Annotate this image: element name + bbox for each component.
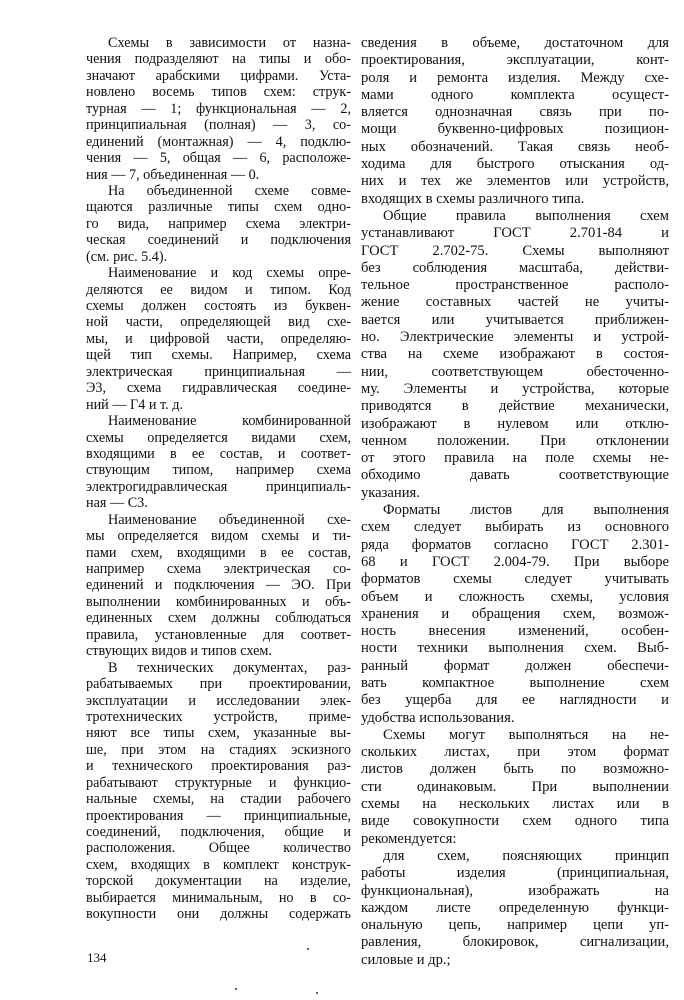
text-line: сведения в объеме, достаточном для xyxy=(361,35,669,51)
text-line: вается или учитывается приближен- xyxy=(361,311,669,328)
text-line: ходима для быстрого отыскания од- xyxy=(361,156,669,173)
paragraph xyxy=(361,727,669,848)
paragraph xyxy=(86,660,351,923)
text-line: входящими в ее состав, и соответ- xyxy=(86,445,351,462)
paragraph xyxy=(361,848,669,969)
text-line: форматов схемы следует учитывать xyxy=(361,571,669,588)
text-line: приводятся в действие механически, xyxy=(361,398,669,415)
text-line: Наименование комбинированной xyxy=(108,413,351,430)
text-line: ствующих видов и типов схем. xyxy=(86,643,272,660)
text-line: схем, входящих в комплект конструк- xyxy=(86,856,351,873)
text-line: схемы определяется видами схем, xyxy=(86,429,351,446)
paragraph xyxy=(86,512,351,660)
text-line: равления, блокировок, сигнализации, xyxy=(361,934,669,951)
text-line: жение составных частей не учиты- xyxy=(361,294,669,311)
text-line: проектирования — принципиальные, xyxy=(86,807,351,824)
text-line: торской документации на изделие, xyxy=(86,873,351,890)
text-line: рабатываемых при проектировании, xyxy=(86,676,351,693)
text-line: пами схем, входящими в ее состав, xyxy=(86,544,351,561)
paragraph xyxy=(86,413,351,512)
text-line: скольких листах, при этом формат xyxy=(361,744,669,761)
text-line: от этого правила на поле схемы не- xyxy=(361,450,669,467)
text-line: ональную цепь, например цепи уп- xyxy=(361,917,669,934)
text-line: вляется однозначная связь при по- xyxy=(361,104,669,121)
text-line: например схема электрическая со- xyxy=(86,561,351,577)
paragraph xyxy=(86,265,351,413)
text-line: Э3, схема гидравлическая соедине- xyxy=(86,380,351,397)
text-line: ная — С3. xyxy=(86,495,148,512)
text-line: рекомендуется: xyxy=(361,830,457,847)
text-line: и технического проектирования раз- xyxy=(86,758,351,775)
paragraph xyxy=(361,502,669,727)
text-line: роля и ремонта изделия. Между схе- xyxy=(361,69,669,86)
text-line: ний — Г4 и т. д. xyxy=(86,396,184,413)
text-line: ческая соединений и подключения xyxy=(86,232,351,249)
text-line: тельное пространственное располо- xyxy=(361,277,669,294)
paragraph xyxy=(86,183,351,265)
scan-speck xyxy=(307,948,309,950)
text-line: Наименование и код схемы опре- xyxy=(108,265,351,282)
paragraph xyxy=(361,35,669,208)
text-line: вокупности они должны содержать xyxy=(86,906,351,923)
text-line: сти одинаковым. При выполнении xyxy=(361,778,669,795)
text-line: вать компактное выполнение схем xyxy=(361,674,669,691)
text-line: входящих в схемы различного типа. xyxy=(361,190,585,207)
text-line: новлено восемь типов схем: струк- xyxy=(86,84,351,101)
text-line: рабатывают структурные и функцио- xyxy=(86,774,351,791)
text-line: му. Элементы и устройства, которые xyxy=(361,380,669,397)
text-line: ности техники выполнения схем. Выб- xyxy=(361,640,669,657)
text-line: них и тех же элементов или устройств, xyxy=(361,173,669,190)
text-line: мами одного комплекта осущест- xyxy=(361,86,669,103)
text-line: правила, установленные для соответ- xyxy=(86,626,351,643)
text-line: но. Электрические элементы и устрой- xyxy=(361,329,669,346)
page-number: 134 xyxy=(87,950,107,965)
scan-speck xyxy=(235,988,237,990)
text-line: тротехнических устройств, приме- xyxy=(86,708,351,725)
text-line: выполнении комбинированных и объ- xyxy=(86,593,351,610)
text-line: выбирается минимальным, но в со- xyxy=(86,889,351,906)
text-line: деляются ее видом и типом. Код xyxy=(86,281,351,298)
text-line: чения подразделяют на типы и обо- xyxy=(86,51,351,68)
text-line: эксплуатации и исследовании элек- xyxy=(86,692,351,709)
paragraph xyxy=(86,35,351,183)
text-line: нии, соответствующем обесточенно- xyxy=(361,363,669,380)
right-text-column xyxy=(361,35,669,969)
text-line: няют все типы схем, указанные вы- xyxy=(86,725,351,742)
text-line: объем и сложность схемы, условия xyxy=(361,588,669,605)
text-line: мы определяется видом схемы и ти- xyxy=(86,528,351,545)
text-line: В технических документах, раз- xyxy=(108,659,351,676)
text-line: расположения. Общее количество xyxy=(86,840,351,857)
text-line: ствующим типом, например схема xyxy=(86,462,351,479)
text-line: принципиальная (полная) — 3, со- xyxy=(86,117,351,134)
text-line: единений и подключения — ЭО. При xyxy=(86,577,351,594)
text-line: ГОСТ 2.702-75. Схемы выполняют xyxy=(361,242,669,259)
text-line: каждом листе определенную функци- xyxy=(361,899,669,916)
text-line: без ущерба для ее наглядности и xyxy=(361,692,669,709)
text-line: указания. xyxy=(361,484,420,501)
text-line: ряда форматов согласно ГОСТ 2.301- xyxy=(361,536,669,553)
text-line: листов должен быть по возможно- xyxy=(361,761,669,778)
text-line: турная — 1; функциональная — 2, xyxy=(86,100,351,117)
text-line: для схем, поясняющих принцип xyxy=(383,847,669,864)
text-line: ной части, определяющей вид схе- xyxy=(86,314,351,331)
text-line: нальные схемы, на стадии рабочего xyxy=(86,791,351,808)
paragraph xyxy=(361,208,669,502)
text-line: виде совокупности схем одного типа xyxy=(361,813,669,830)
text-line: соединений, подключения, общие и xyxy=(86,824,351,840)
text-line: электрогидравлическая принципиаль- xyxy=(86,478,351,495)
text-line: Схемы могут выполняться на не- xyxy=(383,726,669,743)
text-line: ных обозначений. Такая связь необ- xyxy=(361,138,669,155)
text-line: мощи буквенно-цифровых позицион- xyxy=(361,121,669,138)
text-line: Форматы листов для выполнения xyxy=(383,502,669,519)
text-line: устанавливают ГОСТ 2.701-84 и xyxy=(361,225,669,242)
text-line: схемы должен состоять из буквен- xyxy=(86,298,351,314)
text-line: электрическая принципиальная — xyxy=(86,363,351,380)
text-line: обходимо давать соответствующие xyxy=(361,467,669,484)
text-line: работы изделия (принципиальная, xyxy=(361,865,669,882)
text-line: удобства использования. xyxy=(361,709,515,726)
text-line: изображают в нулевом или отклю- xyxy=(361,415,669,432)
text-line: схем следует выбирать из основного xyxy=(361,519,669,536)
text-line: щаются различные типы схем одно- xyxy=(86,199,351,216)
text-line: единений (монтажная) — 4, подклю- xyxy=(86,133,351,150)
text-line: мы, и цифровой части, определяю- xyxy=(86,330,351,347)
text-line: ше, при этом на стадиях эскизного xyxy=(86,741,351,758)
text-line: Наименование объединенной схе- xyxy=(108,511,351,528)
text-line: силовые и др.; xyxy=(361,951,451,968)
text-line: ства на схеме изображают в состоя- xyxy=(361,346,669,363)
text-line: без соблюдения масштаба, действи- xyxy=(361,259,669,276)
text-line: схемы на нескольких листах или в xyxy=(361,796,669,813)
text-line: ранный формат должен обеспечи- xyxy=(361,657,669,674)
text-line: функциональная), изображать на xyxy=(361,882,669,899)
left-text-column xyxy=(86,35,351,923)
text-line: проектирования, эксплуатации, конт- xyxy=(361,52,669,69)
text-line: единенных схем должны соблюдаться xyxy=(86,610,351,627)
text-line: хранения и обращения схем, возмож- xyxy=(361,605,669,622)
text-line: Общие правила выполнения схем xyxy=(383,207,669,224)
text-line: щей тип схемы. Например, схема xyxy=(86,347,351,364)
text-line: ния — 7, объединенная — 0. xyxy=(86,166,260,183)
text-line: 68 и ГОСТ 2.004-79. При выборе xyxy=(361,553,669,570)
text-line: На объединенной схеме совме- xyxy=(108,182,351,199)
text-line: ченном положении. При отклонении xyxy=(361,432,669,449)
text-line: Схемы в зависимости от назна- xyxy=(108,35,351,51)
scan-speck xyxy=(316,992,318,994)
text-line: го вида, например схема электри- xyxy=(86,215,351,232)
text-line: значают арабскими цифрами. Уста- xyxy=(86,67,351,84)
text-line: ность внесения изменений, особен- xyxy=(361,623,669,640)
text-line: чения — 5, общая — 6, расположе- xyxy=(86,150,351,167)
text-line: (см. рис. 5.4). xyxy=(86,248,168,265)
